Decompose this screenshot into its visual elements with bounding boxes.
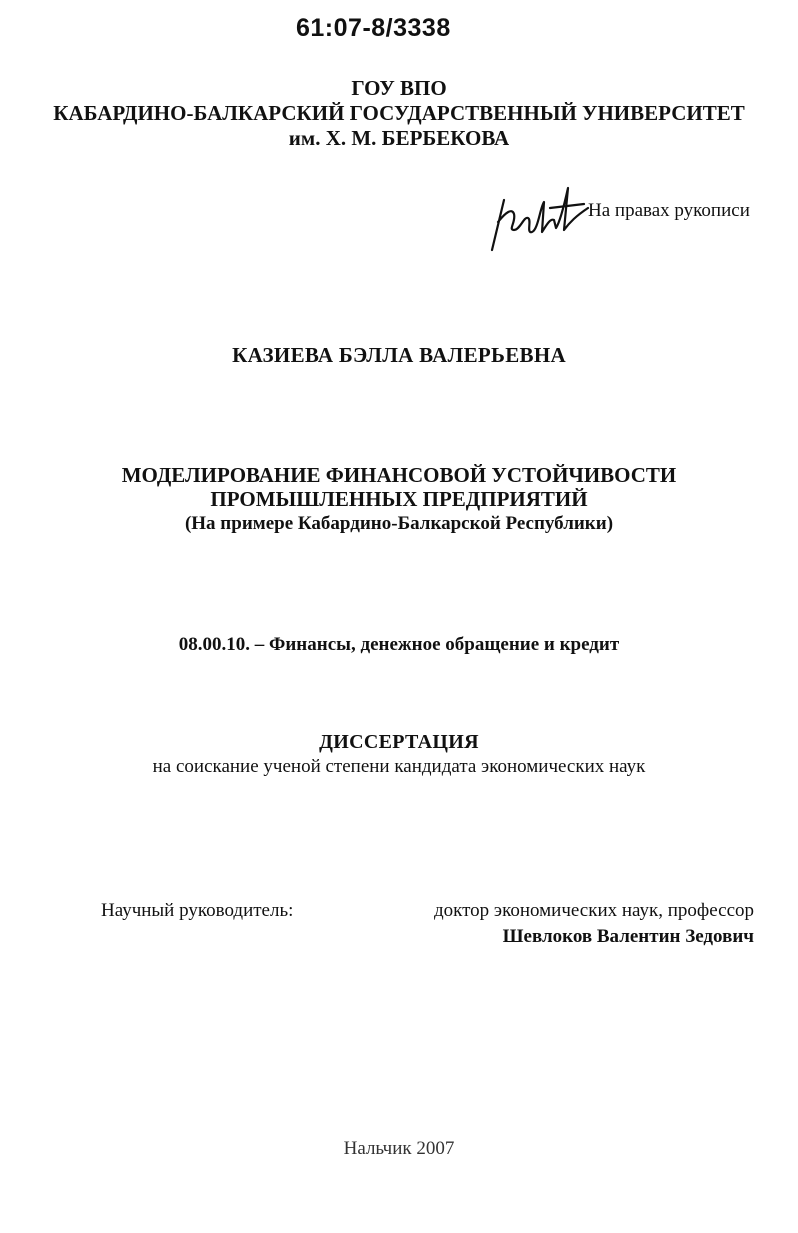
degree-description: на соискание ученой степени кандидата экономических наук [152,756,646,777]
supervisor-name: Шевлоков Валентин Зедович [502,926,754,947]
thesis-title-line-2: ПРОМЫШЛЕННЫХ ПРЕДПРИЯТИЙ [210,487,588,511]
city-year: Нальчик 2007 [343,1138,455,1159]
document-type-label: ДИССЕРТАЦИЯ [319,731,479,753]
supervisor-label: Научный руководитель: [101,900,294,921]
manuscript-rights-note: На правах рукописи [588,200,750,221]
institution-type: ГОУ ВПО [351,76,447,100]
specialty-code: 08.00.10. – Финансы, денежное обращение и кредит [178,634,620,655]
thesis-subtitle: (На примере Кабардино-Балкарской Республики) [184,513,614,534]
author-name: КАЗИЕВА БЭЛЛА ВАЛЕРЬЕВНА [232,343,566,367]
handwritten-signature-icon [484,178,594,258]
thesis-title-line-1: МОДЕЛИРОВАНИЕ ФИНАНСОВОЙ УСТОЙЧИВОСТИ [121,463,677,487]
archive-stamp-code: 61:07-8/3338 [296,14,451,42]
supervisor-rank: доктор экономических наук, профессор [433,900,754,921]
university-named-after: им. Х. М. БЕРБЕКОВА [288,126,510,150]
university-name: КАБАРДИНО-БАЛКАРСКИЙ ГОСУДАРСТВЕННЫЙ УНИВЕРСИТЕТ [53,101,745,125]
